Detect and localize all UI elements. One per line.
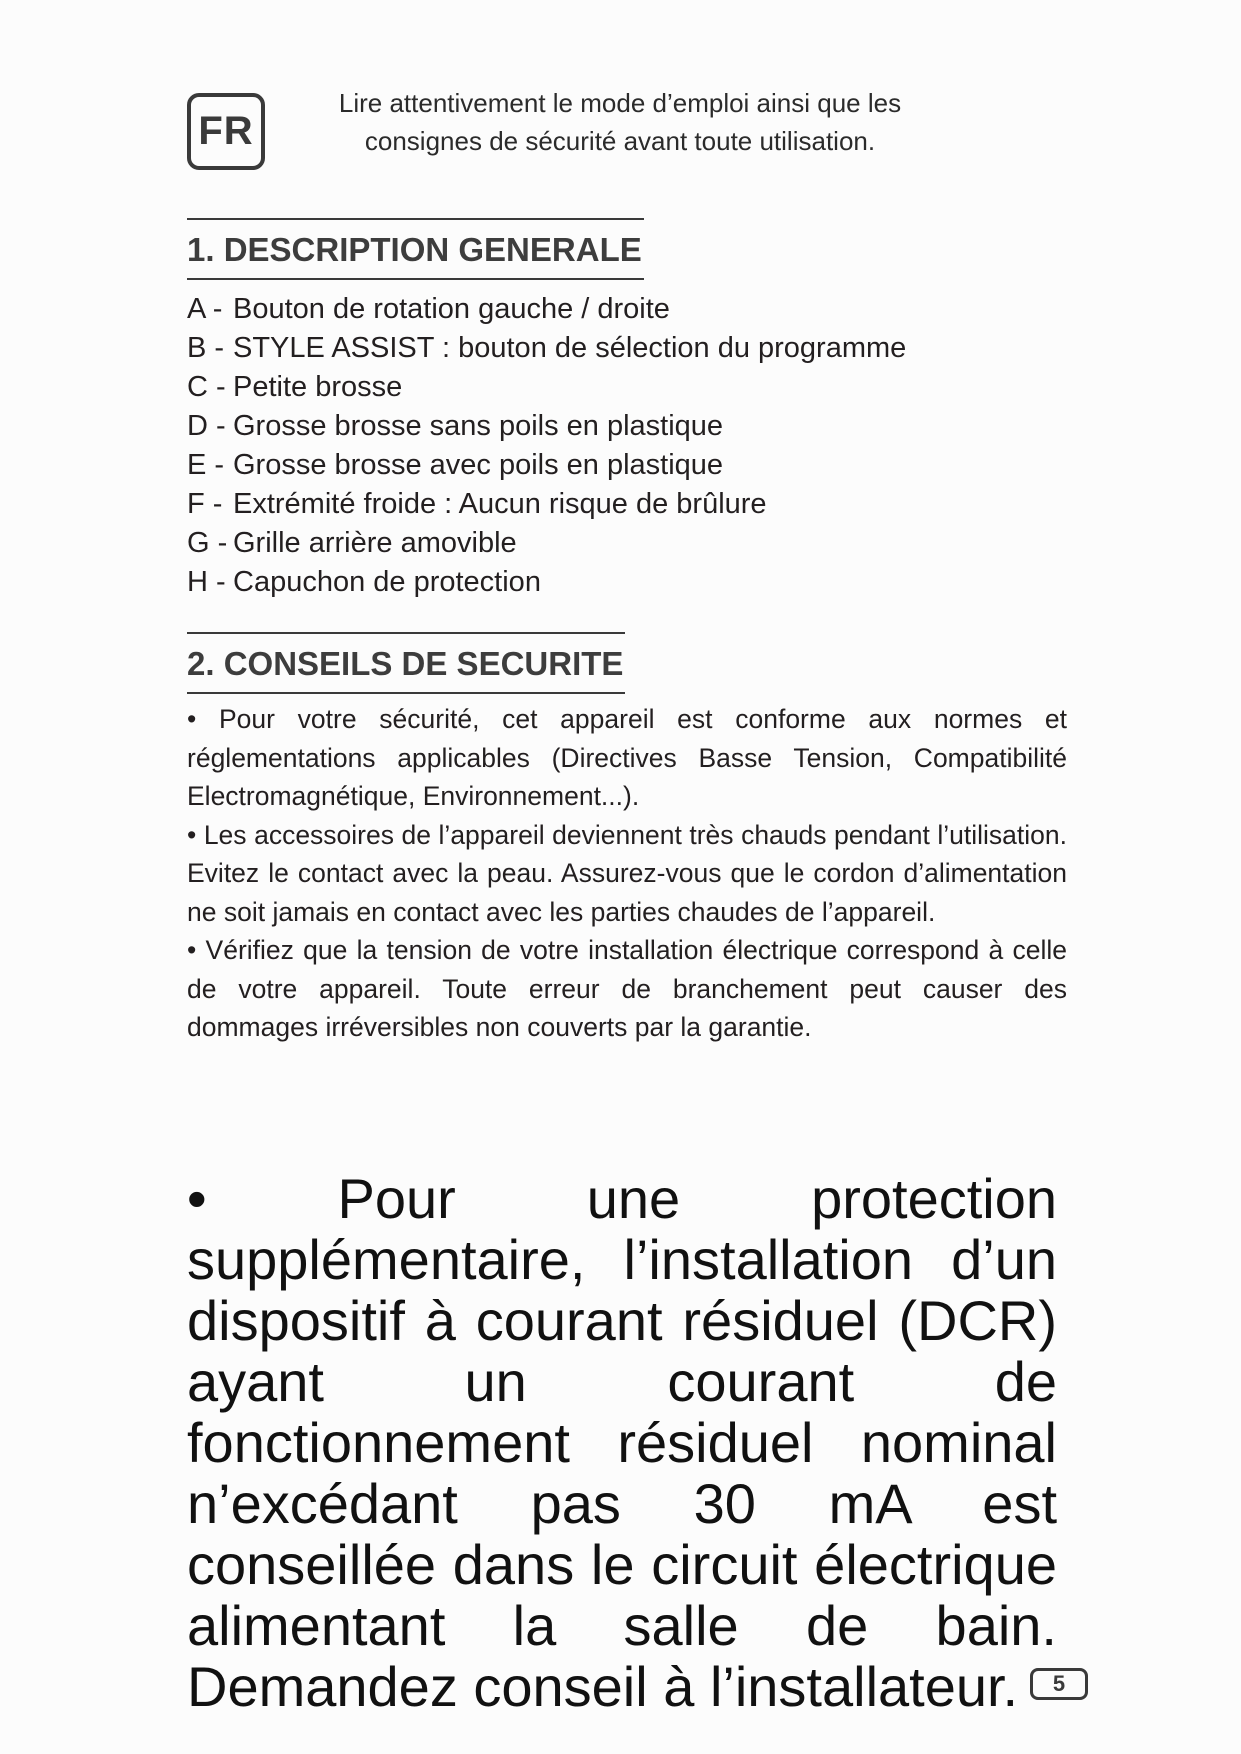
item-letter: B - (187, 332, 225, 364)
description-list (187, 290, 1067, 602)
item-text: Extrémité froide : Aucun risque de brûlure (233, 488, 767, 520)
item-text: Petite brosse (233, 371, 403, 403)
item-text: Grosse brosse sans poils en plastique (233, 410, 724, 442)
intro-text (300, 84, 940, 160)
list-item (187, 329, 1067, 368)
item-letter: A - (187, 293, 223, 325)
item-letter: C - (187, 371, 226, 403)
rcd-recommendation-paragraph: • Pour une protection supplémentaire, l’installation d’un dispositif à courant résiduel (DCR) ayant un courant de fonctionnement résiduel nominal n’excédant pas 30 mA est conseillée dans le circuit électrique alimentant la salle de bain. Demandez conseil à l’installateur. (187, 1167, 1057, 1718)
item-letter: H - (187, 566, 226, 598)
safety-paragraph: • Vérifiez que la tension de votre installation électrique correspond à celle de votre appareil. Toute erreur de branchement peut causer des dommages irréversibles non couverts par la garantie. (187, 935, 1067, 1042)
item-text: Bouton de rotation gauche / droite (233, 293, 670, 325)
language-badge: FR (187, 93, 265, 170)
item-text: Grille arrière amovible (233, 527, 517, 559)
section-safety-advice (187, 632, 1067, 1047)
section-title: 2. CONSEILS DE SECURITE (187, 632, 625, 694)
intro-line-2: consignes de sécurité avant toute utilisation. (364, 126, 876, 156)
item-text: STYLE ASSIST : bouton de sélection du programme (233, 332, 907, 364)
list-item (187, 563, 1067, 602)
list-item (187, 446, 1067, 485)
list-item (187, 524, 1067, 563)
list-item (187, 407, 1067, 446)
list-item (187, 485, 1067, 524)
item-letter: F - (187, 488, 223, 520)
section-general-description (187, 218, 1067, 602)
item-letter: D - (187, 410, 226, 442)
list-item (187, 290, 1067, 329)
safety-paragraph: • Pour votre sécurité, cet appareil est conforme aux normes et réglementations applicables (Directives Basse Tension, Compatibilité Electromagnétique, Environnement...). (187, 704, 1067, 811)
page-number: 5 (1030, 1668, 1088, 1700)
list-item (187, 368, 1067, 407)
item-text: Grosse brosse avec poils en plastique (233, 449, 724, 481)
section-title: 1. DESCRIPTION GENERALE (187, 218, 644, 280)
item-letter: G - (187, 527, 228, 559)
intro-line-1: Lire attentivement le mode d’emploi ainsi que les (338, 88, 902, 118)
item-text: Capuchon de protection (233, 566, 541, 598)
item-letter: E - (187, 449, 225, 481)
safety-paragraphs (187, 700, 1067, 1047)
safety-paragraph: • Les accessoires de l’appareil deviennent très chauds pendant l’utilisation. Evitez le contact avec la peau. Assurez-vous que le cordon d’alimentation ne soit jamais en contact avec les parties chaudes de l’appareil. (187, 819, 1067, 927)
